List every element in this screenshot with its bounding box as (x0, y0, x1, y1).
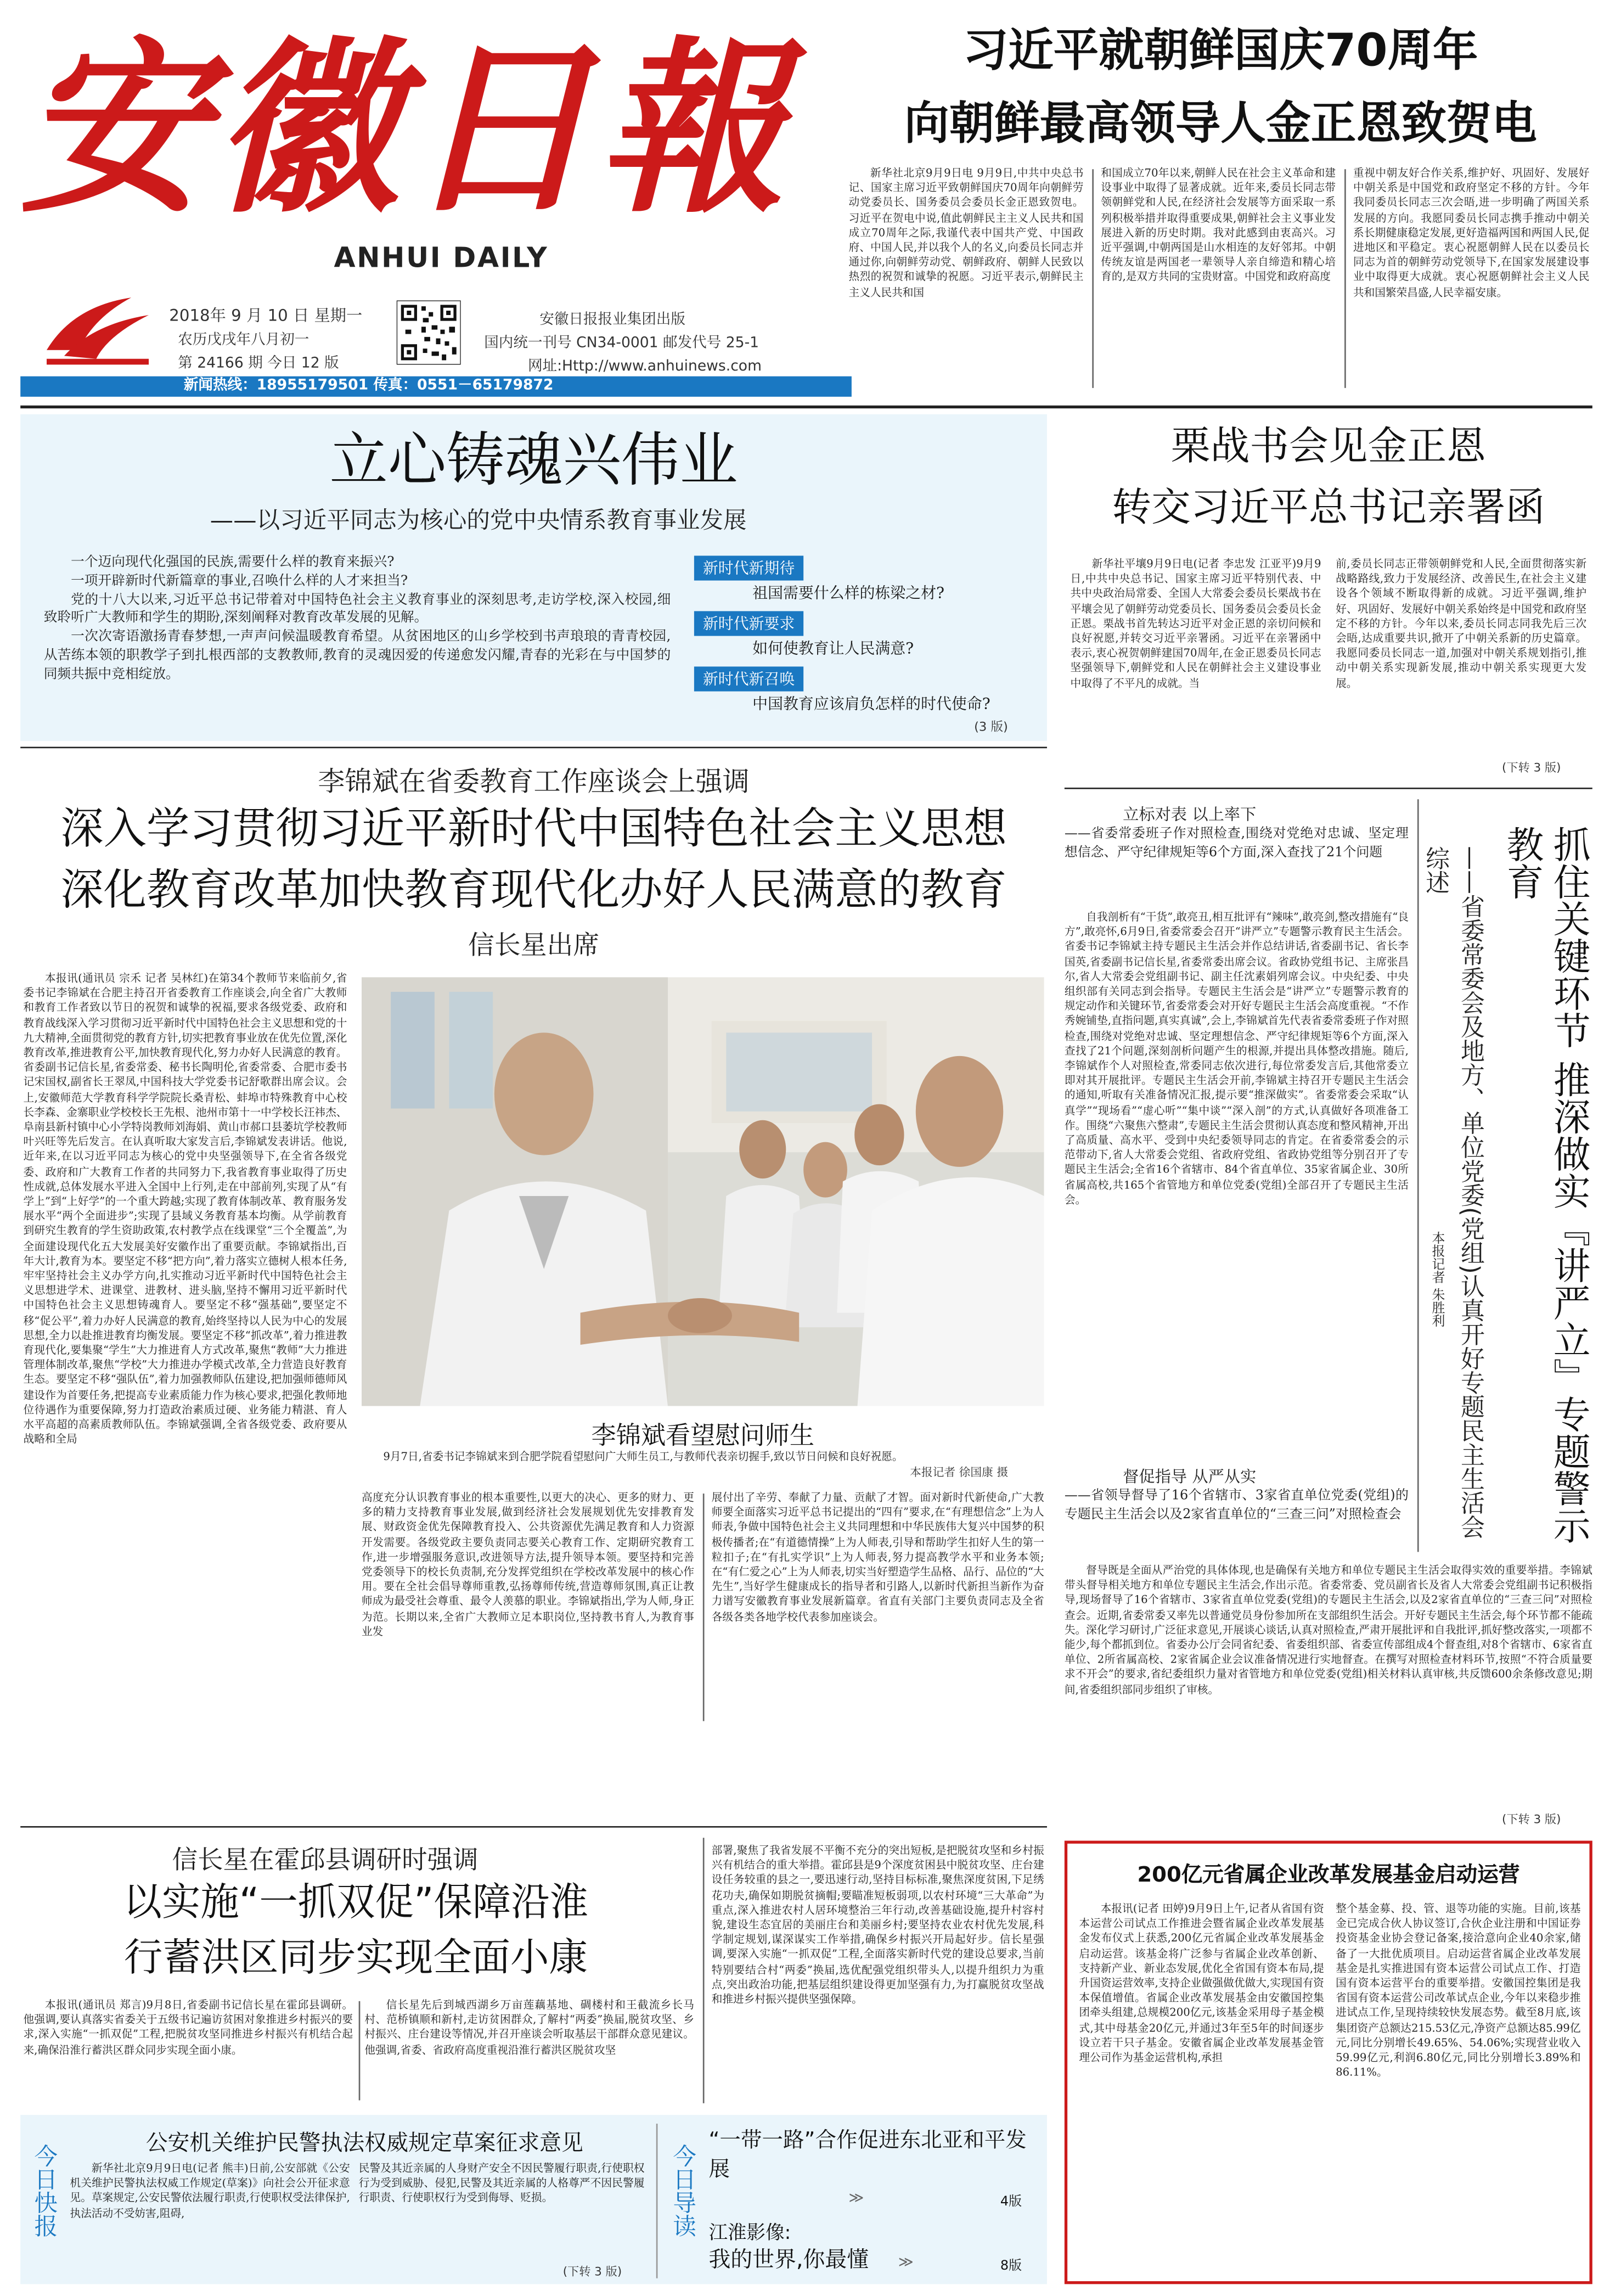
guide-label: 今日导读 (669, 2144, 697, 2238)
lead-photo-credit: 本报记者 徐国康 摄 (910, 1466, 1009, 1479)
side-text1-body: 自我剖析有“干货”,敢亮丑,相互批评有“辣味”,敢亮剑,整改措施有“良方”,敢亮怀,6月9日,省委常委会召开“讲严立”专题警示教育民主生活会。省委书记李锦斌主持专题民主生活会并作总结讲话,省委副书记、省长李国英,省委副书记信长星,省委常委出席会议。省政协党组书记、主席张昌尔,省人大常委会党组副书记、副主任沈素娟列席会议。中央纪委、中央组织部有关同志到会指导。专题民主生活会是“讲严立”专题警示教育的规定动作和关键环节,省委常委会对开好专题民主生活会高度重视。“不作秀婉铺垫,直指问题,真实真诚”,会上,李锦斌首先代表省委常委班子作对照检查,围绕对党绝对忠诚、坚定理想信念、严守纪律规矩等6个方面,深入查找了21个问题,深刻剖析问题产生的根源,并提出具体整改措施。随后,李锦斌作个人对照检查,常委同志依次进行,每位常委发言后,其他常委立即对其开展批评。专题民主生活会开前,李锦斌主持召开专题民主生活会的通知,听取有关准备情况汇报,提示要“推深做实”。省委常委会采取“认真学”“现场看”“虚心听”“集中谈”“深入剖”的方式,认真做好各项准备工作。围绕“六聚焦六整肃”,专题民主生活会贯彻认真态度和整风精神,开出了高质量、高水平、受到中央纪委领导同志的肯定。在省委常委会的示范带动下,省人大常委会党组、省政府党组、省政协党组等分别召开了专题民主生活会;全省16个省辖市、84个省直单位、35家省属企业、30所省属高校,共165个省管地方和单位党委(党组)全部召开了专题民主生活会。 (1064, 910, 1409, 1206)
bottom-strip (20, 2115, 1047, 2284)
top-rule (20, 406, 1592, 408)
xin-col1 (24, 1999, 353, 2103)
news-brief-col2 (359, 2162, 645, 2261)
news-brief-col1-text: 新华社北京9月9日电(记者 熊丰)日前,公安部就《公安机关维护民警执法权威工作规定(草案)》向社会公开征求意见。草案规定,公安民警依法履行职责,行使职权受法律保护,执法活动不受妨害,阻碍, (70, 2162, 350, 2220)
masthead (20, 20, 852, 400)
masthead-hotline-bar (20, 377, 852, 397)
col-divider (1092, 169, 1094, 388)
kim-story-title2[interactable]: 转交习近平总书记亲署函 (1112, 485, 1545, 531)
col-divider (1344, 169, 1346, 388)
feature-tag-item[interactable] (694, 607, 1038, 659)
feature-intro-p1: 一个迈向现代化强国的民族,需要什么样的教育来振兴? (71, 554, 395, 571)
kim-story-col1-text: 新华社平壤9月9日电(记者 李忠发 江亚平)9月9日,中共中央总书记、国家主席习近平特别代表、中共中央政治局常委、全国人大常委会委员长栗战书在平壤会见了朝鲜劳动党委员长、国务委员会委员长金正恩。栗战书首先转达习近平对金正恩的亲切问候和良好祝愿,并转交习近平亲署函。习近平在亲署函中表示,衷心祝贺朝鲜建国70周年,在金正恩委员长同志坚强领导下,朝鲜党和人民在朝鲜社会主义建设事业中取得了不平凡的成就。当 (1070, 557, 1321, 689)
masthead-lunar: 农历戊戌年八月初一 (178, 332, 309, 349)
masthead-logo: 安徽日報 (20, 20, 791, 239)
fund-col2-text: 整个基金募、投、管、退等功能的实施。目前,该基金已完成合伙人协议签订,合伙企业注册和中国证券投资基金业协会登记备案,接洽意向企业40余家,储备了一大批优质项目。启动运营省属企业改革发展基金是扎实推进国有资本运营公司试点工作、打造国有资本运营平台的重要举措。安徽国控集团是我省国有资本运营公司改革试点企业,今年以来稳步推进试点工作,呈现持续较快发展态势。截至8月底,该集团资产总额达215.53亿元,净资产总额达85.99亿元,同比分别增长49.65%、54.06%;实现营业收入59.99亿元,利润6.80亿元,同比分别增长3.89%和86.11%。 (1336, 1902, 1581, 2079)
feature-intro-p2: 一项开辟新时代新篇章的事业,召唤什么样的人才来担当? (71, 572, 408, 590)
mid-rule (1065, 788, 1592, 789)
guide-item-2-page: 8版 (1000, 2259, 1022, 2274)
xin-col2-text: 信长星先后到城西湖乡万亩莲藕基地、碉楼村和王截流乡长马村、范桥镇顺和新村,走访贫困群众,了解村“两委”换届,脱贫攻坚、乡村振兴、庄台建设等情况,并召开座谈会听取基层干部群众意见建议。他强调,省委、省政府高度重视沿淮行蓄洪区脱贫攻坚 (364, 1998, 694, 2056)
top-story-col2-text: 和国成立70年以来,朝鲜人民在社会主义革命和建设事业中取得了显著成就。近年来,委员长同志带领朝鲜党和人民,在经济社会发展等方面采取一系列积极举措并取得重要成果,朝鲜社会主义事业发展进入新的历史时期。我对此感到由衷高兴。习近平强调,中朝两国是山水相连的友好邻邦。中朝传统友谊是两国老一辈领导人亲自缔造和精心培育的,是双方共同的宝贵财富。中国党和政府高度 (1101, 166, 1336, 284)
kim-story-title1[interactable]: 栗战书会见金正恩 (1170, 424, 1486, 470)
newspaper-logo-icon (44, 291, 152, 367)
guide-item-2-text: 我的世界,你最懂 (708, 2246, 869, 2273)
lower-rule (20, 1826, 1047, 1828)
side-story (1065, 794, 1592, 1832)
lead-title1[interactable]: 深入学习贯彻习近平新时代中国特色社会主义思想 (60, 804, 1007, 854)
feature-title[interactable]: 立心铸魂兴伟业 (329, 427, 738, 495)
xin-title1[interactable]: 以实施“一抓双促”保障沿淮 (123, 1880, 589, 1926)
feature-page-ref[interactable]: (3 版) (974, 720, 1008, 736)
side-text2 (1065, 1564, 1592, 1812)
masthead-cn: 国内统一刊号 CN34-0001 邮发代号 25-1 (484, 335, 759, 352)
masthead-hotline: 新闻热线：18955179501 传真：0551－65179872 (183, 378, 554, 394)
lead-col3-text: 展付出了辛劳、奉献了力量、贡献了才智。面对新时代新使命,广大教师要全面落实习近平总书记提出的“四有”要求,在“有理想信念”上为人师表,争做中国特色社会主义共同理想和中华民族伟大复兴中国梦的积极传播者;在“有道德情操”上为人师表,引导和帮助学生扣好人生的第一粒扣子;在“有扎实学识”上为人师表,努力提高教学水平和业务本领;在“有仁爱之心”上为人师表,切实当好塑造学生品格、品行、品位的“大先生”,当好学生健康成长的指导者和引路人,以新时代新担当新作为奋力谱写安徽教育事业发展新篇章。省直有关部门主要负责同志及全省各级各类各地学校代表参加座谈会。 (711, 1490, 1044, 1623)
top-story-col3-text: 重视中朝友好合作关系,维护好、巩固好、发展好中朝关系是中国党和政府坚定不移的方针。今年我同委员长同志三次会晤,进一步明确了两国关系发展的方向。我愿同委员长同志携手推动中朝关系长期健康稳定发展,更好造福两国和两国人民,促进地区和平稳定。衷心祝愿朝鲜人民在以委员长同志为首的朝鲜劳动党领导下,在国家发展建设事业中取得更大成就。衷心祝愿朝鲜社会主义人民共和国繁荣昌盛,人民幸福安康。 (1353, 166, 1590, 299)
lead-kicker: 李锦斌在省委教育工作座谈会上强调 (318, 767, 750, 798)
feature-tag-label: 新时代新召唤 (694, 666, 803, 691)
side-byline: 本报记者 朱胜利 (1429, 1231, 1444, 1327)
kim-story-col2 (1336, 557, 1586, 759)
news-brief-title[interactable]: 公安机关维护民警执法权威规定草案征求意见 (145, 2129, 583, 2156)
top-story-col1-text: 新华社北京9月9日电 9月9日,中共中央总书记、国家主席习近平致朝鲜国庆70周年向朝鲜劳动党委员长、国务委员会委员长金正恩致贺电。习近平在贺电中说,值此朝鲜民主主义人民共和国成立70周年之际,我谨代表中国共产党、中国政府、中国人民,并以我个人的名义,向委员长同志并通过你,向朝鲜劳动党、朝鲜政府、朝鲜人民致以热烈的祝贺和诚挚的祝愿。习近平表示,朝鲜民主主义人民共和国 (848, 166, 1084, 299)
feature-tag-question: 如何使教育让人民满意? (752, 640, 914, 658)
fund-title[interactable]: 200亿元省属企业改革发展基金启动运营 (1137, 1864, 1520, 1888)
lead-col1-text: 本报讯(通讯员 宗禾 记者 吴林红)在第34个教师节来临前夕,省委书记李锦斌在合肥主持召开省委教育工作座谈会,向全省广大教师和教育工作者致以节日的祝贺和诚挚的祝福,要求各级党委、政府和教育战线深入学习贯彻习近平新时代中国特色社会主义思想和党的十九大精神,全面贯彻党的教育方针,切实把教育事业放在优先位置,深化教育改革,推进教育公平,加快教育现代化,努力办好人民满意的教育。省委副书记信长星,省委常委、秘书长陶明伦,省委常委、合肥市委书记宋国权,副省长王翠凤,中国科技大学党委书记舒歌群出席会议。会上,安徽师范大学教育科学学院院长桑青松、蚌埠市特殊教育中心校长李森、金寨职业学校校长王先根、池州市第十一中学校长汪祎杰、阜南县新村镇中心小学特岗教师刘海娟、黄山市郝口县萎坑学校教师叶兴旺等先后发言。在认真听取大家发言后,李锦斌发表讲话。他说,近年来,在以习近平同志为核心的党中央坚强领导下,在全省各级党委、政府和广大教育工作者的共同努力下,我省教育事业取得了历史性成就,总体发展水平进入全国中上行列,走在中部前列,实现了从“有学上”到“上好学”的一个重大跨越;实现了教育体制改革、教育服务发展水平“两个全面进步”;实现了县域义务教育基本均衡。从学前教育到研究生教育的学生资助政策,农村教学点在线课堂“三个全覆盖”,为全面建设现代化五大发展美好安徽作出了重要贡献。李锦斌指出,百年大计,教育为本。要坚定不移“把方向”,着力落实立德树人根本任务,牢牢坚持社会主义办学方向,扎实推动习近平新时代中国特色社会主义思想进学术、进课堂、进教材、进头脑,坚持不懈用习近平新时代中国特色社会主义思想铸魂育人。要坚定不移“强基础”,要坚定不移“促公平”,着力办好人民满意的教育,始终坚持以人民为中心的发展思想,全力以赴推进教育均衡发展。要坚定不移“抓改革”,着力推进教育现代化,要集聚“学生”大力推进育人方式改革,聚焦“教师”大力推进管理体制改革,聚焦“学校”大力推进办学模式改革,全力营造良好教育生态。要坚定不移“强队伍”,着力加强教师队伍建设,把加强师德师风建设作为首要任务,把提高专业素质能力作为核心要求,把强化教师地位待遇作为重要保障,努力打造政治素质过硬、业务能力精湛、育人水平高超的高素质教师队伍。李锦斌强调,全省各级党委、政府要从战略和全局 (23, 971, 347, 1446)
fund-story (1065, 1841, 1592, 2284)
xin-kicker: 信长星在霍邱县调研时强调 (172, 1846, 479, 1876)
side-vtitle[interactable]: 抓住关键环节 推深做实『讲严立』专题警示教育 (1500, 826, 1591, 1545)
top-story (849, 20, 1592, 402)
kim-story-page-ref[interactable]: (下转 3 版) (1502, 761, 1561, 775)
guide-arrow-icon: ≫ (848, 2191, 864, 2207)
masthead-date: 2018年 9 月 10 日 星期一 (169, 306, 363, 325)
side-vsub: ——省委常委会及地方、单位党委(党组)认真开好专题民主生活会综述 (1421, 846, 1485, 1539)
kim-story-col2-text: 前,委员长同志正带领朝鲜党和人民,全面贯彻落实新战略路线,致力于发展经济、改善民生,在社会主义建设各个领域不断取得新的成就。习近平强调,维护好、巩固好、发展好中朝关系始终是中国党和政府坚定不移的方针。今年以来,委员长同志同我先后三次会晤,达成重要共识,掀开了中朝关系新的历史篇章。我愿同委员长同志一道,加强对中朝关系规划指引,推动中朝关系实现新发展,推动中朝关系实现更大发展。 (1336, 557, 1587, 689)
xin-col3-text: 部署,聚焦了我省发展不平衡不充分的突出短板,是把脱贫攻坚和乡村振兴有机结合的重大举措。霍邱县是9个深度贫困县中脱贫攻坚、庄台建设任务较重的县之一,要迅速行动,坚持目标标准,聚焦深度贫困,下足绣花功夫,确保如期脱贫摘帽;要瞄准短板弱项,以农村环境“三大革命”为重点,深入推进农村人居环境整治三年行动,改善基础设施,提升村容村貌,建设生态宜居的美丽庄台和美丽乡村;要坚持农业农村优先发展,科学制定规划,谋深谋实工作举措,确保乡村振兴开局起好步。信长星强调,要深入实施“一抓双促”工程,全面落实新时代党的建设总要求,当前特别要结合村“两委”换届,选优配强党组织带头人,以提升组织力为重点,突出政治功能,把基层组织建设得更加坚强有力,为打赢脱贫攻坚战和推进乡村振兴提供坚强保障。 (711, 1843, 1044, 2006)
lead-photo-caption-text: 9月7日,省委书记李锦斌来到合肥学院看望慰问广大师生员工,与教师代表亲切握手,致以节日问候和良好祝愿。 (383, 1450, 903, 1463)
guide-item-1-page: 4版 (1000, 2195, 1022, 2210)
news-brief-label: 今日快报 (30, 2144, 59, 2238)
col-divider (656, 2124, 658, 2278)
side-text1 (1065, 910, 1409, 1453)
xin-col1-text: 本报讯(通讯员 郑言)9月8日,省委副书记信长星在霍邱县调研。他强调,要认真落实省委关于五级书记遍访贫困对象推进乡村振兴的要求,深入实施“一抓双促”工程,把脱贫攻坚同推进乡村振兴有机结合起来,确保沿淮行蓄洪区群众同步实现全面小康。 (23, 1998, 353, 2056)
top-story-col2 (1101, 166, 1336, 394)
top-story-title1[interactable]: 习近平就朝鲜国庆70周年 (963, 25, 1478, 77)
left-rule (20, 747, 1047, 749)
guide-arrow-icon: ≫ (898, 2255, 914, 2271)
fund-col1 (1079, 1902, 1324, 2278)
fund-col2 (1336, 1902, 1580, 2278)
lead-col2-text: 高度充分认识教育事业的根本重要性,以更大的决心、更多的财力、更多的精力支持教育事业发展,做到经济社会发展规划优先安排教育发展、财政资金优先保障教育投入、公共资源优先满足教育和人力资源开发需要。各级党政主要负责同志要关心教育工作、定期研究教育工作,进一步增强服务意识,改进领导方法,提升领导本领。要坚持和完善党委领导下的校长负责制,充分发挥党组织在学校改革发展中的核心作用。要在全社会倡导尊师重教,弘扬尊师传统,营造尊师氛围,真正让教师成为最受社会尊重、最令人羡慕的职业。李锦斌指出,学为人师,身正为范。长期以来,全省广大教师立足本职岗位,坚持教书育人,为教育事业发 (362, 1490, 694, 1638)
col-divider (703, 1838, 705, 2103)
feature-intro (44, 554, 671, 715)
feature-tag-label: 新时代新期待 (694, 555, 803, 580)
side-subtitle2 (1065, 1487, 1409, 1560)
col-divider (1417, 799, 1419, 1552)
side-kicker: 立标对表 以上率下 (1123, 805, 1257, 824)
top-story-title2[interactable]: 向朝鲜最高领导人金正恩致贺电 (904, 98, 1537, 150)
side-subtitle-text: ——省委常委班子作对照检查,围绕对党绝对忠诚、坚定理想信念、严守纪律规矩等6个方面,深入查找了21个问题 (1064, 827, 1409, 860)
qr-code-icon (397, 300, 461, 364)
fund-col1-text: 本报讯(记者 田婷)9月9日上午,记者从省国有资本运营公司试点工作推进会暨省属企业改革发展基金发布仪式上获悉,200亿元省属企业改革发展基金启动运营。该基金将广泛参与省属企业改革创新、支持新产业、新业态发展,优化全省国有资本布局,提升国资运营效率,支持企业做强做优做大,实现国有资本保值增值。省属企业改革发展基金由安徽国控集团牵头组建,总规模200亿元,该基金采用母子基金模式,其中母基金20亿元,并通过3年至5年的时间逐步设立若干只子基金。安徽省属企业改革发展基金管理公司作为基金运营机构,承担 (1079, 1902, 1324, 2064)
lead-photo (362, 977, 1044, 1406)
guide-item-1[interactable] (708, 2126, 1038, 2208)
feature-intro-p3: 党的十八大以来,习近平总书记带着对中国特色社会主义教育事业的深刻思考,走访学校,深入校园,细致聆听广大教师和学生的期盼,深刻阐释对教育改革发展的见解。 (43, 591, 671, 627)
feature-tag-item[interactable] (694, 662, 1038, 715)
guide-item-2[interactable] (708, 2217, 1038, 2278)
lead-col1 (24, 972, 347, 1815)
feature-tag-question: 祖国需要什么样的栋梁之材? (752, 585, 944, 603)
news-brief-page-ref[interactable]: (下转 3 版) (562, 2265, 622, 2278)
feature-tag-list (694, 551, 1038, 715)
xin-col2 (364, 1999, 694, 2103)
lead-story (20, 753, 1047, 1820)
lead-attend: 信长星出席 (468, 930, 600, 962)
kim-story (1065, 414, 1592, 782)
feature-intro-p4: 一次次寄语激扬青春梦想,一声声问候温暖教育希望。从贫困地区的山乡学校到书声琅琅的青青校园,从苦练本领的职教学子到扎根西部的支教教师,教育的灵魂因爱的传递愈发闪耀,青春的光彩在与中国梦的同频共振中竞相绽放。 (43, 628, 671, 683)
feature-box (20, 414, 1047, 741)
lead-col3 (712, 1491, 1044, 1724)
xin-story (20, 1832, 1047, 2109)
news-brief-col1 (70, 2162, 350, 2278)
side-page-ref[interactable]: (下转 3 版) (1502, 1813, 1561, 1826)
feature-tag-label: 新时代新要求 (694, 611, 803, 636)
guide-item-2-head: 江淮影像: (708, 2222, 791, 2245)
col-divider (359, 2001, 361, 2101)
masthead-title-en: ANHUI DAILY (334, 242, 549, 274)
side-text2-body: 督导既是全面从严治党的具体体现,也是确保有关地方和单位专题民主生活会取得实效的重要举措。李锦斌带头督导相关地方和单位专题民主生活会,作出示范。省委常委、党员副省长及省人大常委会党组副书记积极指导,现场督导了16个省辖市、3家省直单位党委(党组)的专题民主生活会,以及2家省直单位的“三查三问”对照检查会。近期,省委常委又率先以普通党员身份参加所在支部组织生活会。开好专题民主生活会,每个环节都不能疏失。深化学习研讨,广泛征求意见,开展谈心谈话,认真对照检查,严肃开展批评和自我批评,抓好整改落实,一项都不能少,每个都抓到位。省委办公厅会同省纪委、省委组织部、省委宣传部组成4个督查组,对8个省辖市、6家省直单位、2所省属高校、2家省属企业会议准备情况进行实地督查。在撰写对照检查材料环节,按照“不符合质量要求不开会”的要求,省纪委组织力量对省管地方和单位党委(党组)相关材料认真审核,共反馈600余条修改意见;期间,省委组织部同步组织了审核。 (1064, 1563, 1592, 1696)
lead-photo-caption-title: 李锦斌看望慰问师生 (591, 1422, 815, 1452)
kim-story-col1 (1070, 557, 1321, 776)
feature-tag-item[interactable] (694, 551, 1038, 604)
news-brief-col2-text: 民警及其近亲属的人身财产安全不因民警履行职责,行使职权行为受到威胁、侵犯,民警及其近亲属的人格尊严不因民警履行职责、行使职权行为受到侮辱、贬损。 (358, 2162, 645, 2205)
lead-col2 (362, 1491, 694, 1724)
xin-title2[interactable]: 行蓄洪区同步实现全面小康 (123, 1935, 588, 1981)
side-subtitle (1065, 826, 1409, 907)
top-story-col1 (849, 166, 1084, 394)
guide-item-1-text: “一带一路”合作促进东北亚和平发展 (708, 2129, 1027, 2182)
feature-tag-question: 中国教育应该肩负怎样的时代使命? (752, 695, 990, 714)
masthead-site: 网址:Http://www.anhuinews.com (527, 358, 762, 375)
xin-col3 (712, 1844, 1044, 2103)
lead-title2[interactable]: 深化教育改革加快教育现代化办好人民满意的教育 (60, 864, 1007, 915)
side-kicker2: 督促指导 从严从实 (1123, 1467, 1257, 1486)
top-story-col3 (1353, 166, 1589, 394)
side-subtitle2-text: ——省领导督导了16个省辖市、3家省直单位党委(党组)的专题民主生活会以及2家省直单位的“三查三问”对照检查会 (1064, 1489, 1409, 1522)
masthead-issue: 第 24166 期 今日 12 版 (178, 356, 339, 372)
feature-subtitle: ——以习近平同志为核心的党中央情系教育事业发展 (210, 506, 747, 534)
masthead-publisher: 安徽日报报业集团出版 (539, 312, 685, 328)
col-divider (703, 1494, 705, 1721)
